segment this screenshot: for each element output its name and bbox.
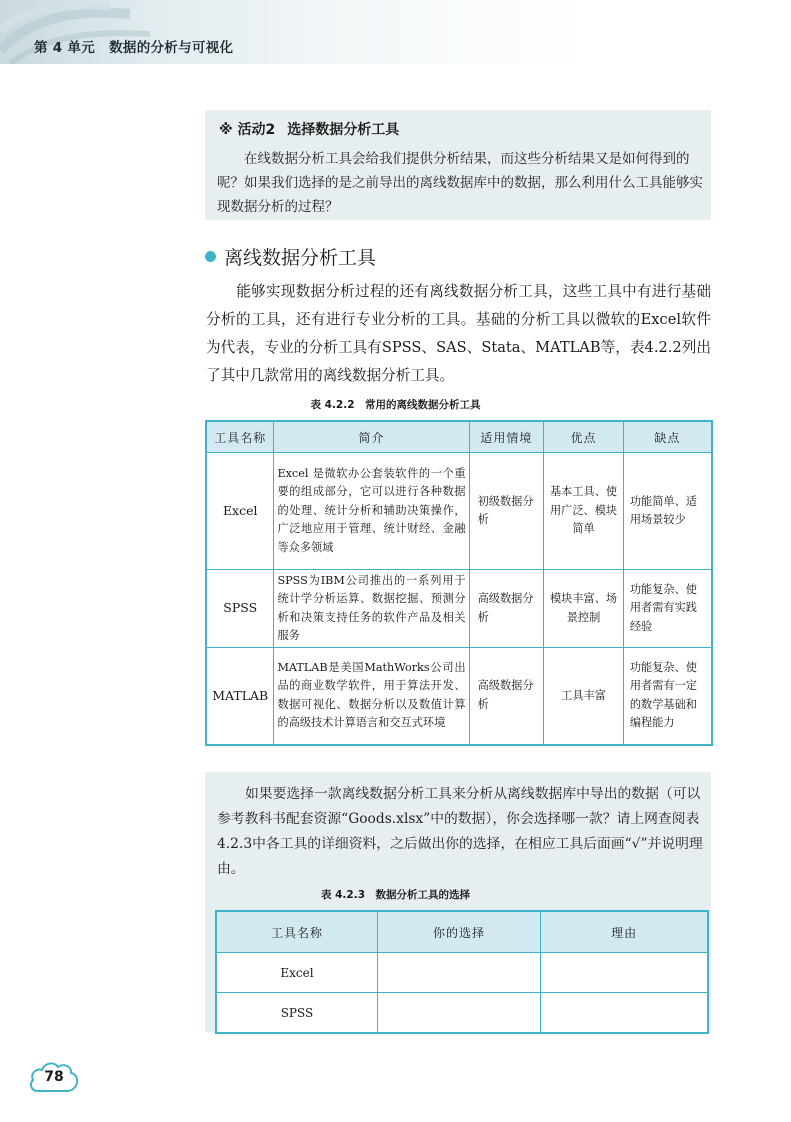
choice-table	[215, 910, 709, 1034]
tool-cons: 功能简单、适用场景较少	[623, 453, 712, 570]
section-title: 离线数据分析工具	[224, 247, 377, 269]
section-heading	[205, 243, 376, 270]
table2-caption: 表 4.2.3 数据分析工具的选择	[320, 889, 471, 901]
discussion-text	[217, 782, 705, 882]
header-intro: 简介	[274, 421, 469, 453]
table-row	[206, 453, 712, 570]
table-row	[206, 570, 712, 648]
tool-scenario: 高级数据分析	[469, 570, 544, 648]
tool-scenario: 高级数据分析	[469, 648, 544, 745]
tool-pros: 工具丰富	[544, 648, 624, 745]
choice-cell[interactable]	[377, 993, 540, 1034]
reason-cell[interactable]	[541, 993, 708, 1034]
table-row	[206, 648, 712, 745]
tool-intro: Excel 是微软办公套装软件的一个重要的组成部分，它可以进行各种数据的处理、统计分析和辅助决策操作，广泛地应用于管理、统计财经、金融等众多领域	[274, 453, 469, 570]
activity-body-text: 在线数据分析工具会给我们提供分析结果，而这些分析结果又是如何得到的呢？如果我们选择的是之前导出的离线数据库中的数据，那么利用什么工具能够实现数据分析的过程？	[217, 151, 703, 215]
header-reason: 理由	[541, 911, 708, 953]
table-header-row	[216, 911, 708, 953]
unit-label: 第 4 单元	[34, 40, 96, 56]
tool-name: SPSS	[206, 570, 274, 648]
activity-label: ※ 活动2	[219, 122, 276, 138]
table-row	[216, 993, 708, 1034]
header-tool-name: 工具名称	[216, 911, 377, 953]
tool-cons: 功能复杂、使用者需有实践经验	[623, 570, 712, 648]
page-header	[0, 0, 791, 64]
tool-name: MATLAB	[206, 648, 274, 745]
discussion-body-text: 如果要选择一款离线数据分析工具来分析从离线数据库中导出的数据（可以参考教科书配套资源“Goods.xlsx”中的数据），你会选择哪一款？请上网查阅表4.2.3中各工具的详细资料，之后做出你的选择，在相应工具后面画“√”并说明理由。	[217, 786, 703, 877]
table-row	[216, 953, 708, 993]
tool-pros: 模块丰富、场景控制	[544, 570, 624, 648]
header-scenario: 适用情境	[469, 421, 544, 453]
activity-title	[219, 119, 399, 139]
activity-heading: 选择数据分析工具	[287, 122, 400, 138]
tools-table	[205, 420, 713, 746]
activity-box	[205, 110, 711, 220]
tool-scenario: 初级数据分析	[469, 453, 544, 570]
tool-intro: MATLAB是美国MathWorks公司出品的商业数学软件，用于算法开发、数据可视化、数据分析以及数值计算的高级技术计算语言和交互式环境	[274, 648, 469, 745]
section-paragraph	[206, 278, 711, 390]
table-header-row	[206, 421, 712, 453]
unit-title: 数据的分析与可视化	[109, 40, 234, 56]
tool-name: Excel	[216, 953, 377, 993]
page-number: 78	[44, 1069, 64, 1085]
header-cons: 缺点	[623, 421, 712, 453]
reason-cell[interactable]	[541, 953, 708, 993]
page-number-badge	[28, 1058, 80, 1094]
header-your-choice: 你的选择	[377, 911, 540, 953]
chapter-title	[34, 36, 233, 56]
tool-name: Excel	[206, 453, 274, 570]
activity-text	[217, 147, 703, 219]
tool-name: SPSS	[216, 993, 377, 1034]
bullet-dot-icon	[205, 251, 216, 262]
tool-cons: 功能复杂、使用者需有一定的数学基础和编程能力	[623, 648, 712, 745]
table1-caption: 表 4.2.2 常用的离线数据分析工具	[310, 399, 481, 411]
paragraph-text: 能够实现数据分析过程的还有离线数据分析工具，这些工具中有进行基础分析的工具，还有进行专业分析的工具。基础的分析工具以微软的Excel软件为代表，专业的分析工具有SPSS、SAS、Stata、MATLAB等，表4.2.2列出了其中几款常用的离线数据分析工具。	[206, 283, 711, 384]
tool-pros: 基本工具、使用广泛、模块简单	[544, 453, 624, 570]
choice-cell[interactable]	[377, 953, 540, 993]
tool-intro: SPSS为IBM公司推出的一系列用于统计学分析运算、数据挖掘、预测分析和决策支持任务的软件产品及相关服务	[274, 570, 469, 648]
header-pros: 优点	[544, 421, 624, 453]
header-tool-name: 工具名称	[206, 421, 274, 453]
